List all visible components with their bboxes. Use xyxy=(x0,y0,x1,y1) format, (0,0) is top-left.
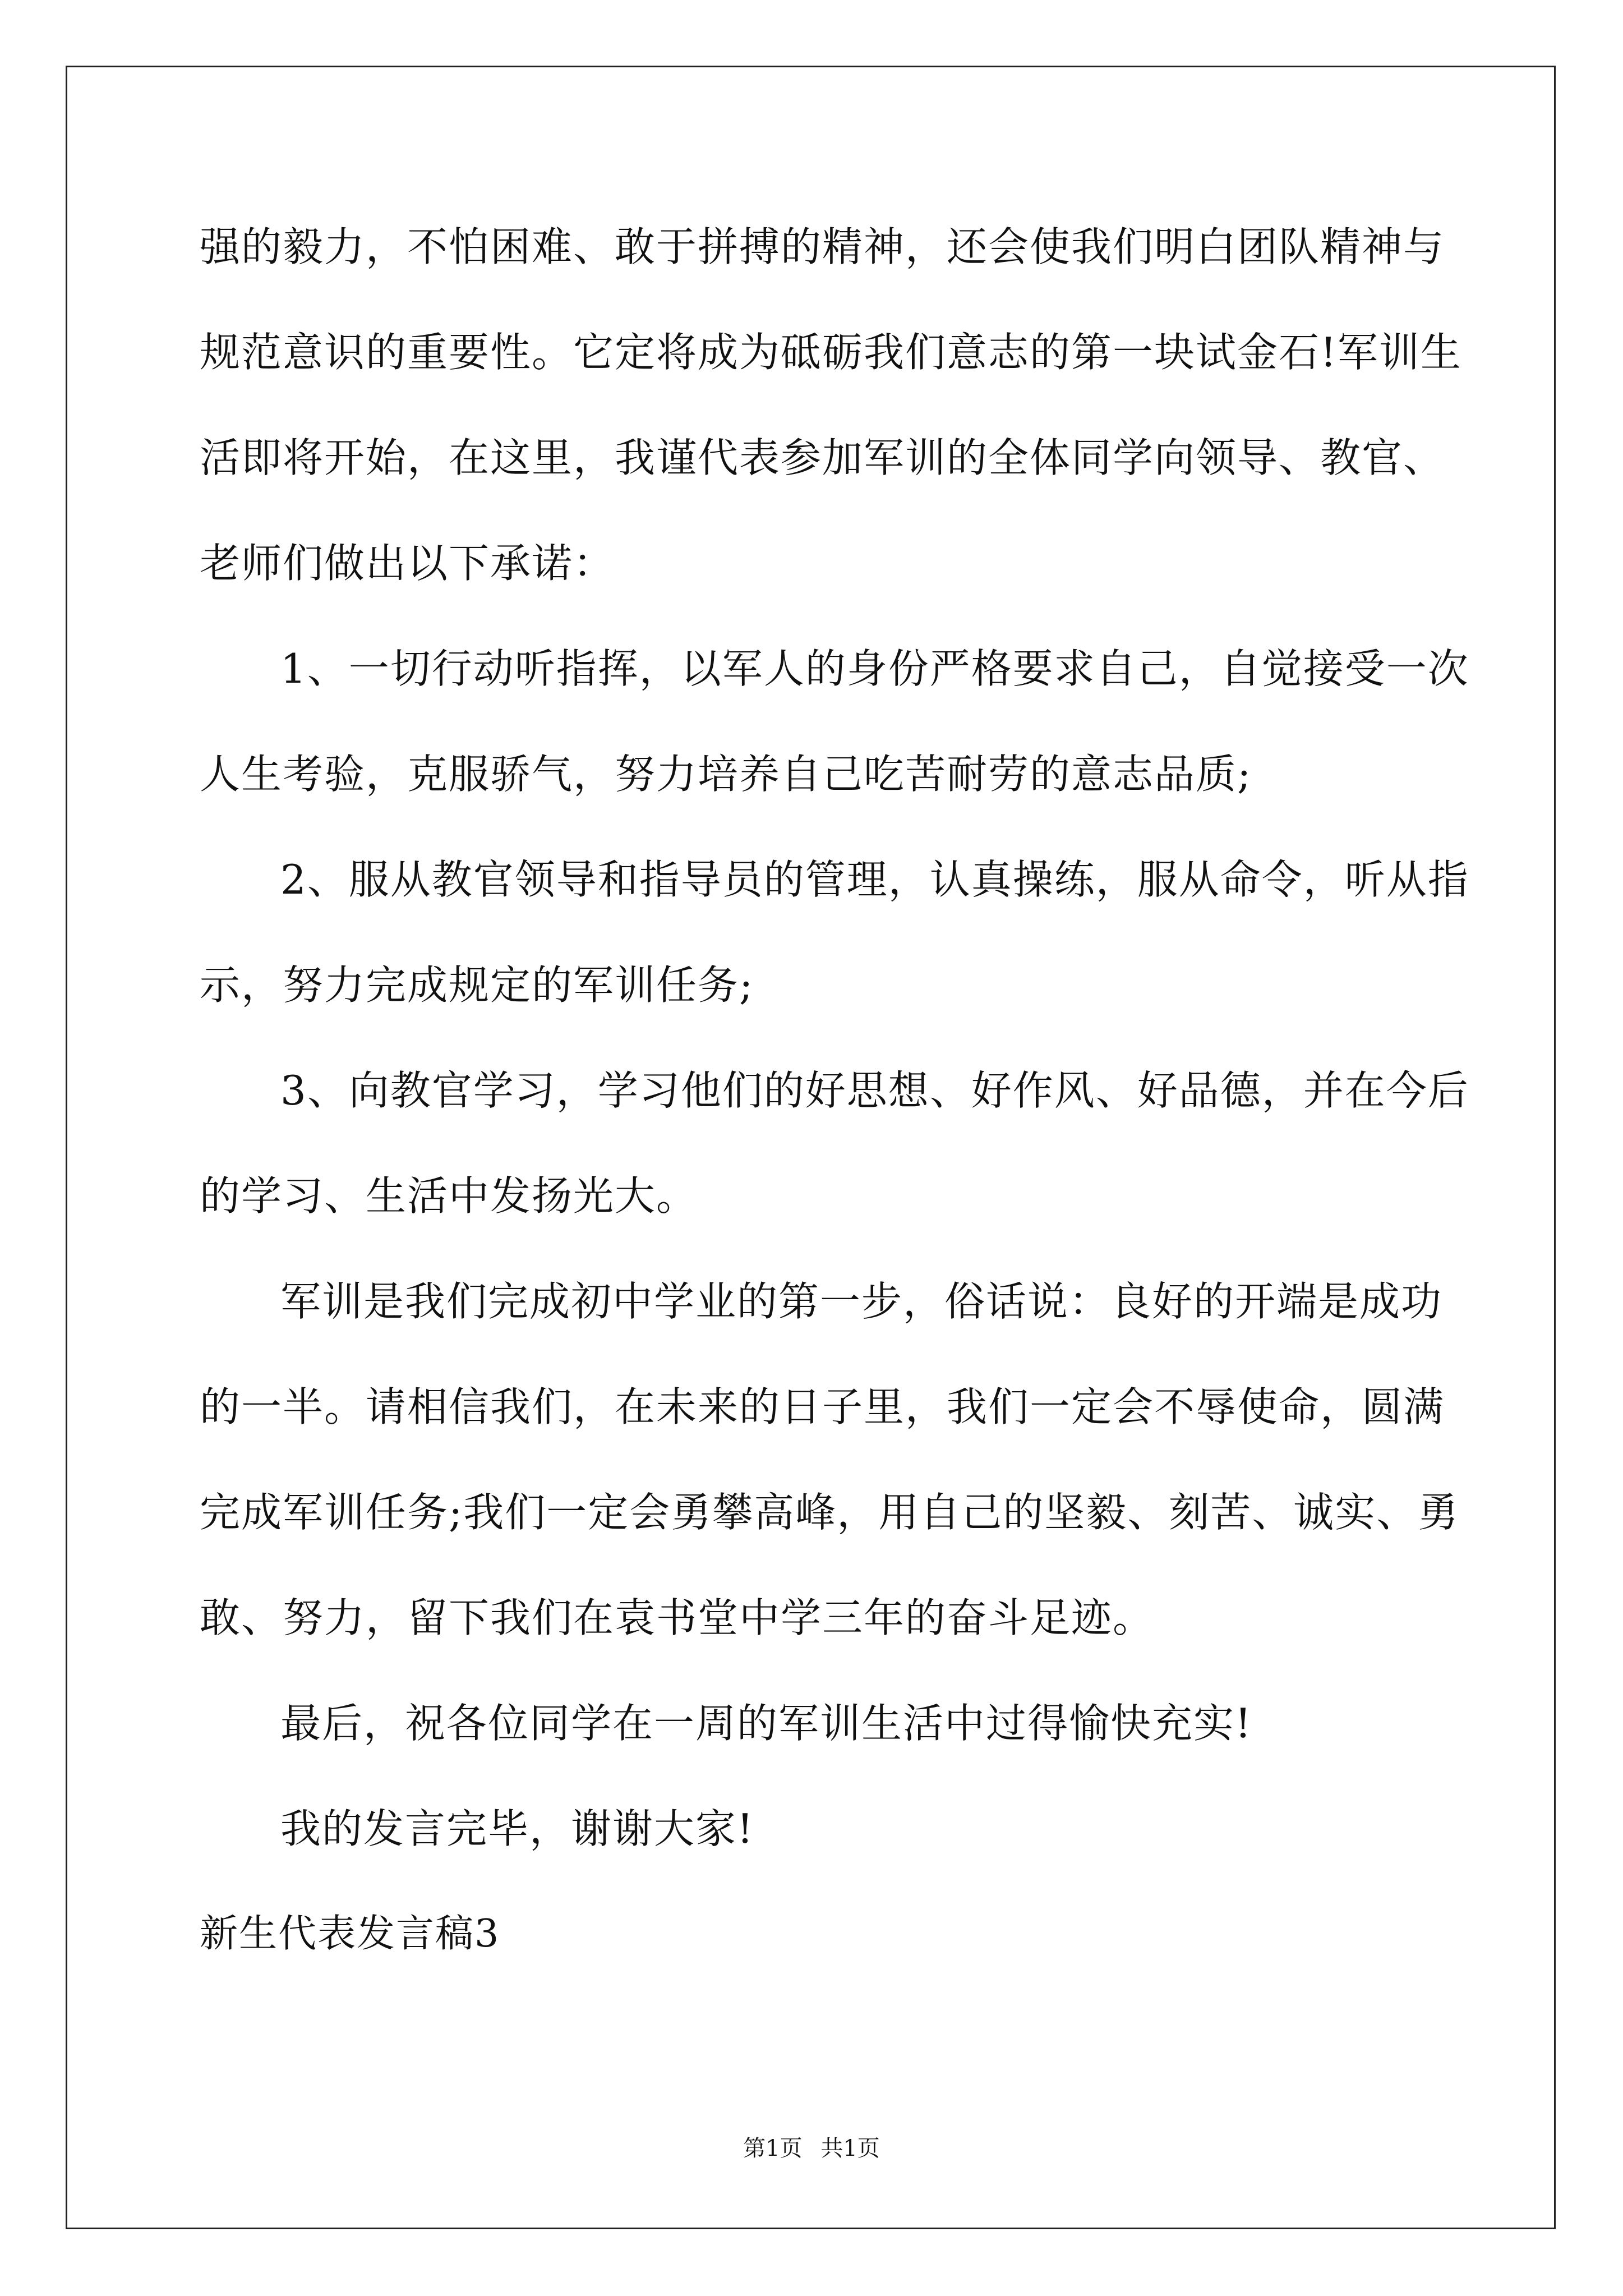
text-line: 完成军训任务;我们一定会勇攀高峰，用自己的坚毅、刻苦、诚实、勇 xyxy=(200,1489,1460,1536)
text-line: 活即将开始，在这里，我谨代表参加军训的全体同学向领导、教官、 xyxy=(200,434,1445,481)
text-line: 2、服从教官领导和指导员的管理，认真操练，服从命令，听从指 xyxy=(280,856,1469,903)
text-line: 我的发言完毕，谢谢大家! xyxy=(280,1805,754,1852)
text-line: 规范意识的重要性。它定将成为砥砺我们意志的第一块试金石!军训生 xyxy=(200,329,1462,376)
text-line: 敢、努力，留下我们在袁书堂中学三年的奋斗足迹。 xyxy=(200,1594,1155,1641)
text-line: 3、向教官学习，学习他们的好思想、好作风、好品德，并在今后 xyxy=(280,1067,1469,1114)
document-body xyxy=(200,213,1469,2006)
text-line: 人生考验，克服骄气，努力培养自己吃苦耐劳的意志品质; xyxy=(200,751,1252,798)
paragraph-lines xyxy=(200,213,1469,1901)
text-line: 的一半。请相信我们，在未来的日子里，我们一定会不辱使命，圆满 xyxy=(200,1383,1445,1430)
text-line: 示，努力完成规定的军训任务; xyxy=(200,961,754,1009)
page-number-total: 共1页 xyxy=(820,2136,880,2161)
text-line: 1、一切行动听指挥，以军人的身份严格要求自己，自觉接受一次 xyxy=(280,645,1469,692)
text-line: 老师们做出以下承诺： xyxy=(200,540,615,587)
page-footer xyxy=(0,2132,1623,2165)
text-line: 军训是我们完成初中学业的第一步，俗话说：良好的开端是成功 xyxy=(280,1278,1443,1325)
section-title: 新生代表发言稿3 xyxy=(200,1912,500,1956)
page-number-current: 第1页 xyxy=(743,2136,803,2161)
text-line: 最后，祝各位同学在一周的军训生活中过得愉快充实! xyxy=(280,1700,1252,1747)
text-line: 强的毅力，不怕困难、敢于拼搏的精神，还会使我们明白团队精神与 xyxy=(200,223,1445,270)
text-line: 的学习、生活中发扬光大。 xyxy=(200,1172,698,1220)
